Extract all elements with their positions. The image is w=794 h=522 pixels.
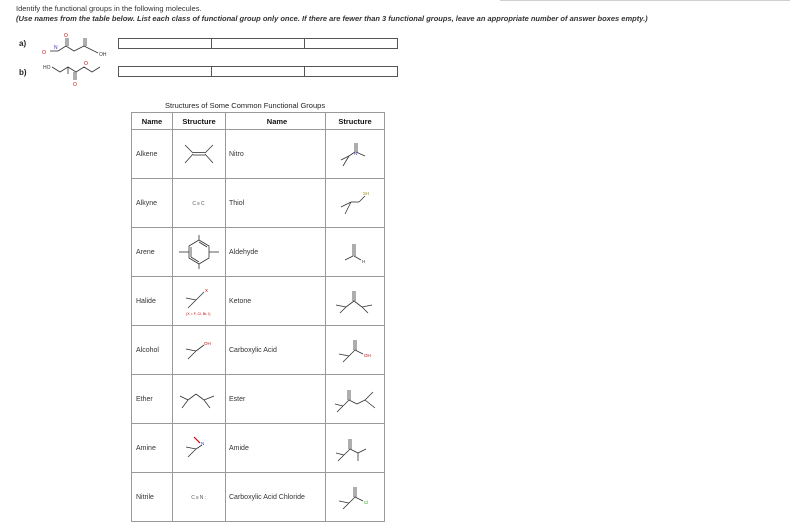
group-name-alkene: Alkene [132, 130, 173, 179]
alkene-structure-icon [179, 141, 219, 167]
answer-box-a1[interactable] [118, 38, 212, 49]
structure-thiol [326, 179, 385, 228]
group-name-nitro: Nitro [226, 130, 326, 179]
table-row [132, 130, 385, 179]
structure-amide [326, 424, 385, 473]
alcohol-structure-icon [176, 335, 222, 365]
structure-carboxylic-acid-chloride [326, 473, 385, 522]
alkyne-structure-text: C≡C [192, 200, 206, 207]
structure-alkene [173, 130, 226, 179]
table-title: Structures of Some Common Functional Groups [165, 101, 326, 110]
question-a-label: a) [19, 39, 27, 48]
svg-text:OH: OH [364, 353, 371, 358]
answer-box-a3[interactable] [304, 38, 398, 49]
structure-alkyne [173, 179, 226, 228]
group-name-ether: Ether [132, 375, 173, 424]
svg-text:N: N [201, 441, 205, 446]
structure-nitro [326, 130, 385, 179]
group-name-ketone: Ketone [226, 277, 326, 326]
answer-box-b2[interactable] [211, 66, 305, 77]
header-name-1: Name [132, 113, 173, 130]
structure-nitrile [173, 473, 226, 522]
table-row [132, 277, 385, 326]
carboxylic-acid-structure-icon [331, 334, 379, 366]
group-name-amine: Amine [132, 424, 173, 473]
group-name-carboxylic-acid-chloride: Carboxylic Acid Chloride [226, 473, 326, 522]
group-name-ester: Ester [226, 375, 326, 424]
structure-ester [326, 375, 385, 424]
group-name-thiol: Thiol [226, 179, 326, 228]
header-structure-2: Structure [326, 113, 385, 130]
top-divider [500, 0, 790, 1]
functional-groups-table [131, 112, 385, 522]
answer-box-b1[interactable] [118, 66, 212, 77]
nitrile-structure-text: C≡N: [191, 494, 207, 501]
ether-structure-icon [174, 384, 224, 414]
structure-ether [173, 375, 226, 424]
mol-b-o-bottom: O [73, 82, 77, 88]
amine-structure-icon [176, 433, 222, 463]
group-name-aldehyde: Aldehyde [226, 228, 326, 277]
question-b-label: b) [19, 68, 27, 77]
mol-a-o-top: O [64, 33, 68, 39]
table-row [132, 424, 385, 473]
header-name-2: Name [226, 113, 326, 130]
molecule-b [40, 52, 110, 90]
svg-text:X: X [205, 288, 209, 293]
instructions-line2: (Use names from the table below. List each class of functional group only once. If there are fewer than 3 functional groups, leave an appropriate number of answer boxes empty.) [16, 14, 648, 23]
mol-a-oh: OH [99, 52, 107, 58]
table-row [132, 375, 385, 424]
ester-structure-icon [329, 382, 381, 416]
structure-aldehyde [326, 228, 385, 277]
structure-arene [173, 228, 226, 277]
svg-text:OH: OH [204, 341, 211, 346]
nitro-structure-icon [333, 138, 377, 170]
svg-text:N: N [354, 151, 358, 156]
arene-structure-icon [174, 233, 224, 271]
answer-row-a [118, 38, 397, 49]
mol-a-o-left: O [42, 50, 46, 56]
group-name-alcohol: Alcohol [132, 326, 173, 375]
table-row [132, 473, 385, 522]
group-name-amide: Amide [226, 424, 326, 473]
table-row [132, 326, 385, 375]
svg-text:SH: SH [363, 191, 370, 196]
table-header-row [132, 113, 385, 130]
group-name-carboxylic-acid: Carboxylic Acid [226, 326, 326, 375]
mol-b-ho: HO [43, 65, 51, 71]
halide-structure-icon [174, 284, 224, 318]
ketone-structure-icon [330, 285, 380, 317]
table-row [132, 228, 385, 277]
table-row [132, 179, 385, 228]
structure-ketone [326, 277, 385, 326]
svg-text:(X = F, Cl, Br, I): (X = F, Cl, Br, I) [186, 312, 211, 316]
structure-alcohol [173, 326, 226, 375]
group-name-nitrile: Nitrile [132, 473, 173, 522]
mol-a-n: N [54, 45, 58, 51]
header-structure-1: Structure [173, 113, 226, 130]
structure-carboxylic-acid [326, 326, 385, 375]
instructions-line1: Identify the functional groups in the following molecules. [16, 4, 202, 13]
amide-structure-icon [330, 431, 380, 465]
group-name-alkyne: Alkyne [132, 179, 173, 228]
answer-box-a2[interactable] [211, 38, 305, 49]
structure-amine [173, 424, 226, 473]
aldehyde-structure-icon [333, 236, 377, 268]
svg-text:H: H [362, 259, 366, 264]
thiol-structure-icon [333, 187, 377, 219]
group-name-arene: Arene [132, 228, 173, 277]
mol-b-o-right: O [84, 61, 88, 67]
group-name-halide: Halide [132, 277, 173, 326]
acid-chloride-structure-icon [331, 481, 379, 513]
answer-box-b3[interactable] [304, 66, 398, 77]
svg-text:Cl: Cl [364, 500, 369, 505]
answer-row-b [118, 66, 397, 77]
structure-halide [173, 277, 226, 326]
